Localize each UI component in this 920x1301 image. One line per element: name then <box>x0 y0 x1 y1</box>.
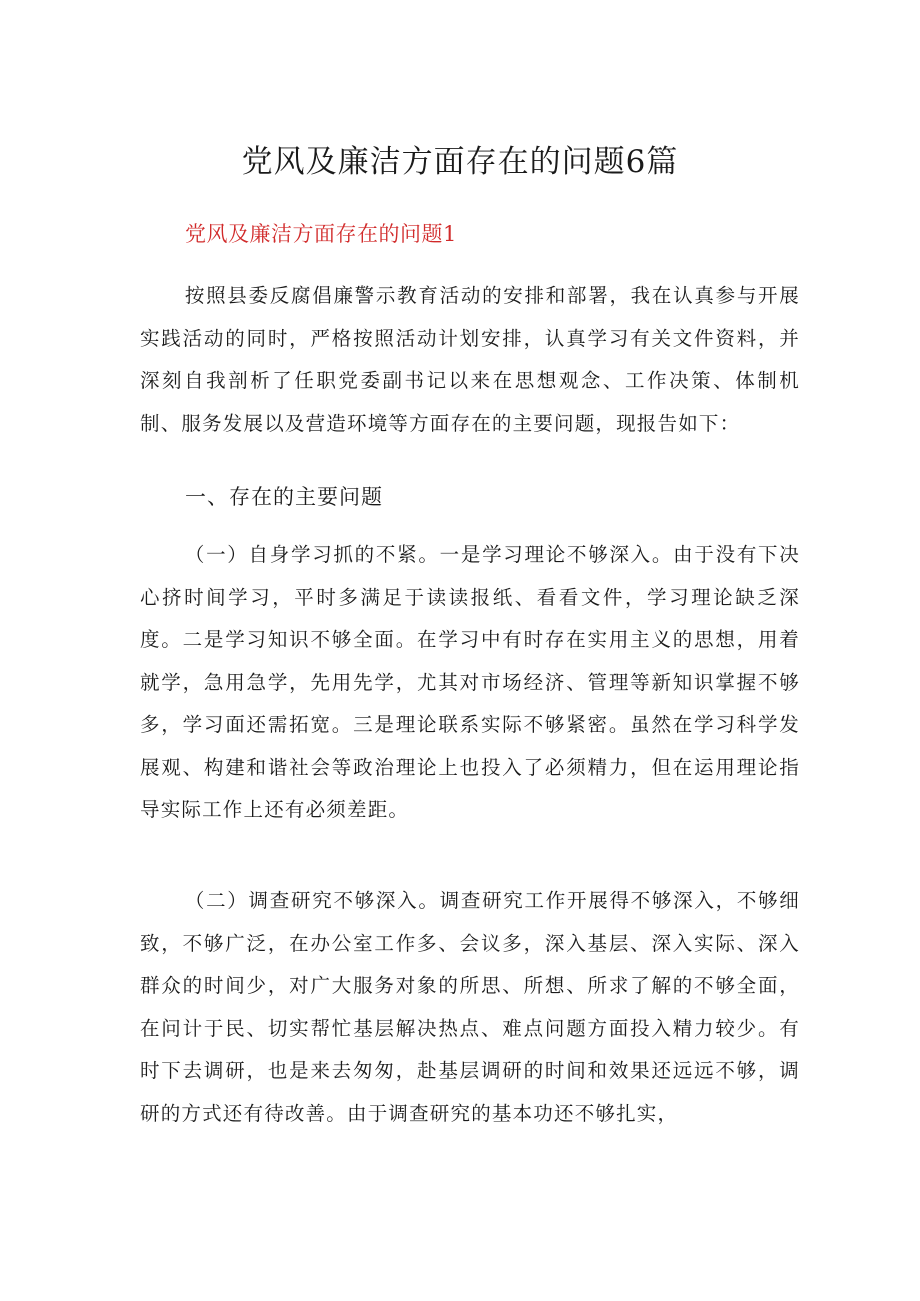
section-heading: 党风及廉洁方面存在的问题1 <box>185 222 457 246</box>
document-title: 党风及廉洁方面存在的问题6篇 <box>241 144 679 180</box>
subheading-main-problems: 一、存在的主要问题 <box>185 485 383 509</box>
paragraph-research: （二）调查研究不够深入。调查研究工作开展得不够深入，不够细致，不够广泛，在办公室工作多、会议多，深入基层、深入实际、深入群众的时间少，对广大服务对象的所思、所想、所求了解的不够全面，在问计于民、切实帮忙基层解决热点、难点问题方面投入精力较少。有时下去调研，也是来去匆匆，赴基层调研的时间和效果还远远不够，调研的方式还有待改善。由于调查研究的基本功还不够扎实， <box>140 889 800 1125</box>
paragraph-study: （一）自身学习抓的不紧。一是学习理论不够深入。由于没有下决心挤时间学习，平时多满足于读读报纸、看看文件，学习理论缺乏深度。二是学习知识不够全面。在学习中有时存在实用主义的思想，用着就学，急用急学，先用先学，尤其对市场经济、管理等新知识掌握不够多，学习面还需拓宽。三是理论联系实际不够紧密。虽然在学习科学发展观、构建和谐社会等政治理论上也投入了必须精力，但在运用理论指导实际工作上还有必须差距。 <box>140 543 800 821</box>
intro-paragraph: 按照县委反腐倡廉警示教育活动的安排和部署，我在认真参与开展实践活动的同时，严格按照活动计划安排，认真学习有关文件资料，并深刻自我剖析了任职党委副书记以来在思想观念、工作决策、体制机制、服务发展以及营造环境等方面存在的主要问题，现报告如下： <box>140 284 800 435</box>
